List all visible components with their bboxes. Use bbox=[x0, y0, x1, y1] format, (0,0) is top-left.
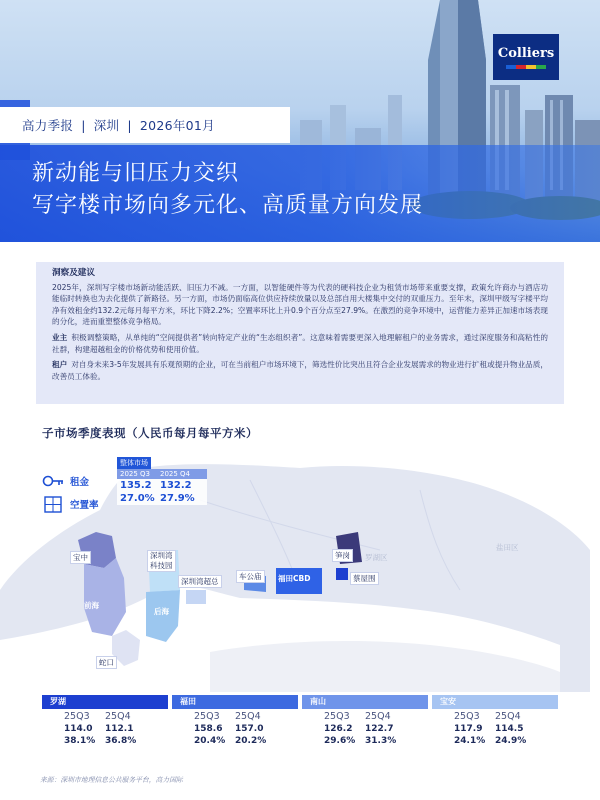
map-heading: 子市场季度表现（人民币每月每平方米） bbox=[42, 426, 258, 440]
colliers-logo bbox=[493, 34, 559, 80]
district-panel bbox=[172, 695, 298, 763]
district-rent-value: 122.7 bbox=[365, 724, 394, 734]
overall-vacancy-q4: 27.9% bbox=[160, 493, 195, 504]
label-shekou: 蛇口 bbox=[96, 656, 117, 669]
logo-stripe bbox=[506, 65, 516, 69]
breadcrumb-city: 深圳 bbox=[93, 118, 120, 133]
district-vacancy-value: 29.6% bbox=[324, 736, 356, 746]
logo-stripe bbox=[516, 65, 526, 69]
district-rent-value: 114.5 bbox=[495, 724, 524, 734]
district-quarter: 25Q3 bbox=[324, 711, 350, 722]
overall-quarter-header bbox=[117, 469, 207, 479]
breadcrumb-date: 2026年01月 bbox=[139, 118, 215, 133]
label-baozhong: 宝中 bbox=[70, 551, 91, 564]
district-name: 南山 bbox=[302, 695, 428, 709]
district-quarter: 25Q4 bbox=[495, 711, 521, 722]
district-vacancy-value: 36.8% bbox=[105, 736, 137, 746]
district-rent-value: 157.0 bbox=[235, 724, 264, 734]
district-vacancy-value: 20.2% bbox=[235, 736, 267, 746]
insights-box bbox=[36, 262, 564, 404]
district-name: 宝安 bbox=[432, 695, 558, 709]
district-panel bbox=[42, 695, 168, 763]
district-vacancy bbox=[172, 734, 298, 746]
overall-rent-q4: 132.2 bbox=[160, 480, 192, 491]
district-rent-value: 117.9 bbox=[454, 724, 483, 734]
label-chegongmiao: 车公庙 bbox=[236, 570, 265, 583]
district-panel bbox=[432, 695, 558, 763]
overall-market-table bbox=[117, 450, 207, 505]
source-note: 来源：深圳市地理信息公共服务平台，高力国际 bbox=[40, 776, 183, 784]
insights-heading: 洞察及建议 bbox=[52, 268, 95, 278]
overall-quarter-q3: 2025 Q3 bbox=[120, 470, 151, 478]
logo-stripes bbox=[506, 65, 546, 69]
district-vacancy-value: 24.1% bbox=[454, 736, 486, 746]
district-vacancy-value: 31.3% bbox=[365, 736, 397, 746]
overall-quarter-q4: 2025 Q4 bbox=[160, 470, 191, 478]
district-rent-value: 114.0 bbox=[64, 724, 93, 734]
overall-vacancy-q3: 27.0% bbox=[120, 493, 155, 504]
tenant-lead: 租户 bbox=[52, 360, 68, 370]
breadcrumb-separator: | bbox=[127, 117, 132, 133]
overall-rent-q3: 135.2 bbox=[120, 480, 152, 491]
hero-banner bbox=[0, 0, 600, 242]
district-vacancy bbox=[302, 734, 428, 746]
breadcrumb-separator: | bbox=[81, 117, 86, 133]
legend-vacancy-label: 空置率 bbox=[70, 500, 99, 511]
zone-sz-bay-super bbox=[186, 590, 206, 604]
logo-stripe bbox=[536, 65, 546, 69]
label-houhai: 后海 bbox=[154, 607, 169, 616]
breadcrumb bbox=[0, 107, 290, 143]
map-legend bbox=[42, 448, 207, 518]
label-sungang: 笋岗 bbox=[332, 549, 353, 562]
district-name: 福田 bbox=[172, 695, 298, 709]
district-quarters bbox=[172, 709, 298, 722]
district-vacancy-value: 20.4% bbox=[194, 736, 226, 746]
logo-wordmark: Colliers bbox=[497, 45, 555, 61]
district-quarters bbox=[42, 709, 168, 722]
logo-stripe bbox=[526, 65, 536, 69]
tenant-text: 对自身未来3-5年发展具有乐观预期的企业，可在当前租户市场环境下，筛选性价比突出且符合企业发展需求的物业进行扩租或提升物业品质，改善员工体验。 bbox=[52, 360, 548, 381]
overall-vacancy-values bbox=[117, 492, 207, 505]
district-quarters bbox=[302, 709, 428, 722]
legend-rent-label: 租金 bbox=[70, 477, 90, 488]
district-quarter: 25Q3 bbox=[64, 711, 90, 722]
insights-paragraph-tenant bbox=[52, 359, 548, 382]
district-vacancy-value: 24.9% bbox=[495, 736, 527, 746]
label-yantian-district: 盐田区 bbox=[496, 543, 519, 552]
district-rent bbox=[302, 722, 428, 734]
district-rent bbox=[42, 722, 168, 734]
insights-paragraph-market: 2025年，深圳写字楼市场新动能活跃、旧压力不减。一方面，以智能硬件等为代表的硬科技企业为租赁市场带来重要支撑，政策允许商办与酒店功能临时转换也为去化提供了新路径。另一方面，市场仍面临高位供应持续放量以及总部自用大楼集中交付的双重压力。至年末，深圳甲级写字楼平均净有效租金约132.2元每月每平方米，环比下降2.2%；空置率环比上升0.9个百分点至27.9%。在激烈的竞争环境中，运营能力差异正加速市场表现的分化，进而重塑整体竞争格局。 bbox=[52, 282, 548, 327]
district-quarter: 25Q3 bbox=[454, 711, 480, 722]
label-sz-bay-tech: 深圳湾 科技园 bbox=[147, 550, 176, 572]
overall-market-caption: 整体市场 bbox=[117, 457, 151, 469]
zone-caiwuwei bbox=[336, 568, 348, 580]
key-icon bbox=[42, 472, 64, 490]
district-panel bbox=[302, 695, 428, 763]
building-grid-icon bbox=[42, 495, 64, 513]
district-quarters bbox=[432, 709, 558, 722]
legend-vacancy-row bbox=[42, 495, 99, 513]
district-quarter: 25Q4 bbox=[365, 711, 391, 722]
district-rent-value: 158.6 bbox=[194, 724, 223, 734]
district-name: 罗湖 bbox=[42, 695, 168, 709]
district-rent-value: 126.2 bbox=[324, 724, 353, 734]
title-line-1: 新动能与旧压力交织 bbox=[32, 161, 240, 186]
district-vacancy bbox=[432, 734, 558, 746]
insights-paragraph-landlord bbox=[52, 332, 548, 355]
landlord-text: 积极调整策略，从单纯的“空间提供者”转向特定产业的“生态组织者”。这意味着需要更深入地理解租户的业务需求，通过深度服务和高粘性的社群，构建超越租金的价格优势和使用价值。 bbox=[52, 332, 548, 354]
label-qianhai: 前海 bbox=[84, 601, 99, 610]
district-quarter: 25Q3 bbox=[194, 711, 220, 722]
overall-rent-values bbox=[117, 479, 207, 492]
label-futian-cbd: 福田CBD bbox=[278, 574, 311, 583]
title-line-2: 写字楼市场向多元化、高质量方向发展 bbox=[32, 193, 424, 218]
district-panels bbox=[42, 695, 558, 763]
label-sz-bay-super: 深圳湾超总 bbox=[178, 575, 222, 588]
district-quarter: 25Q4 bbox=[235, 711, 261, 722]
district-rent bbox=[172, 722, 298, 734]
legend-rent-row bbox=[42, 472, 89, 490]
district-rent bbox=[432, 722, 558, 734]
label-luohu-district: 罗湖区 bbox=[365, 553, 388, 562]
district-rent-value: 112.1 bbox=[105, 724, 134, 734]
landlord-lead: 业主 bbox=[52, 332, 68, 342]
page-title bbox=[32, 158, 423, 222]
label-caiwuwei: 蔡屋围 bbox=[350, 572, 379, 585]
breadcrumb-report: 高力季报 bbox=[22, 118, 74, 133]
district-vacancy bbox=[42, 734, 168, 746]
district-quarter: 25Q4 bbox=[105, 711, 131, 722]
district-vacancy-value: 38.1% bbox=[64, 736, 96, 746]
